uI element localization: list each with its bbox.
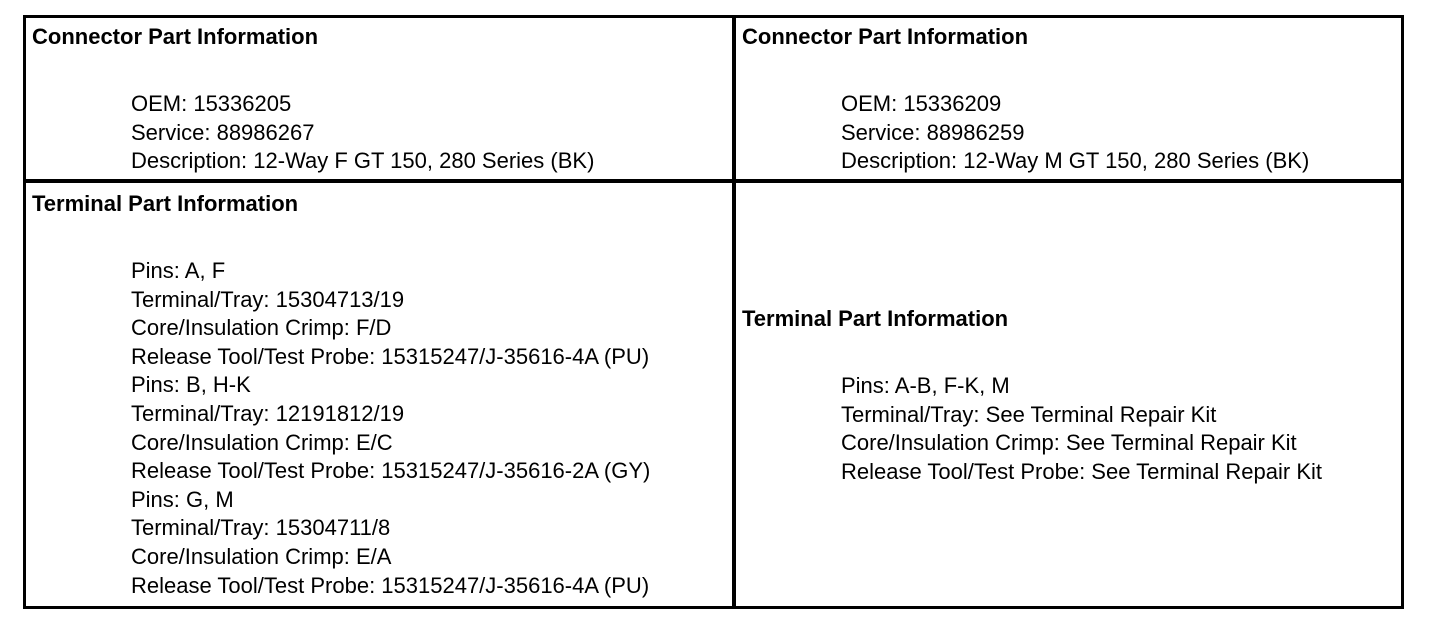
terminal-line: Pins: B, H-K — [131, 372, 251, 398]
terminal-line: Terminal/Tray: 12191812/19 — [131, 400, 405, 426]
oem-number: OEM: 15336205 — [131, 91, 292, 116]
connector-details — [131, 90, 594, 176]
column-divider — [732, 15, 736, 609]
terminal-line: Terminal/Tray: 15304713/19 — [131, 286, 405, 312]
terminal-heading: Terminal Part Information — [742, 306, 1009, 331]
terminal-cell-left — [32, 191, 728, 606]
terminal-line: Release Tool/Test Probe: 15315247/J-35616-4A (PU) — [131, 572, 650, 598]
terminal-line: Pins: A-B, F-K, M — [841, 373, 1010, 398]
connector-description: Description: 12-Way F GT 150, 280 Series (BK) — [131, 148, 595, 174]
terminal-line: Release Tool/Test Probe: See Terminal Repair Kit — [841, 458, 1322, 484]
row-divider — [23, 179, 1404, 183]
terminal-line: Core/Insulation Crimp: See Terminal Repair Kit — [841, 430, 1297, 456]
service-number: Service: 88986259 — [841, 119, 1025, 145]
service-number: Service: 88986267 — [131, 119, 315, 145]
terminal-details — [131, 257, 650, 600]
terminal-line: Terminal/Tray: 15304711/8 — [131, 515, 391, 541]
connector-cell-right — [742, 24, 1400, 176]
terminal-line: Terminal/Tray: See Terminal Repair Kit — [841, 401, 1217, 427]
terminal-details — [841, 372, 1322, 486]
terminal-line: Release Tool/Test Probe: 15315247/J-35616-4A (PU) — [131, 343, 650, 369]
connector-details — [841, 90, 1309, 176]
terminal-cell-right — [742, 191, 1400, 606]
connector-heading: Connector Part Information — [742, 24, 1029, 49]
oem-number: OEM: 15336209 — [841, 91, 1002, 116]
terminal-line: Core/Insulation Crimp: F/D — [131, 315, 392, 341]
terminal-line: Pins: G, M — [131, 486, 234, 512]
connector-heading: Connector Part Information — [32, 24, 319, 49]
terminal-line: Release Tool/Test Probe: 15315247/J-35616-2A (GY) — [131, 458, 651, 484]
terminal-heading: Terminal Part Information — [32, 191, 299, 216]
terminal-line: Core/Insulation Crimp: E/A — [131, 543, 392, 569]
connector-cell-left — [32, 24, 728, 176]
terminal-line: Pins: A, F — [131, 258, 226, 283]
connector-description: Description: 12-Way M GT 150, 280 Series (BK) — [841, 148, 1310, 174]
terminal-line: Core/Insulation Crimp: E/C — [131, 429, 393, 455]
